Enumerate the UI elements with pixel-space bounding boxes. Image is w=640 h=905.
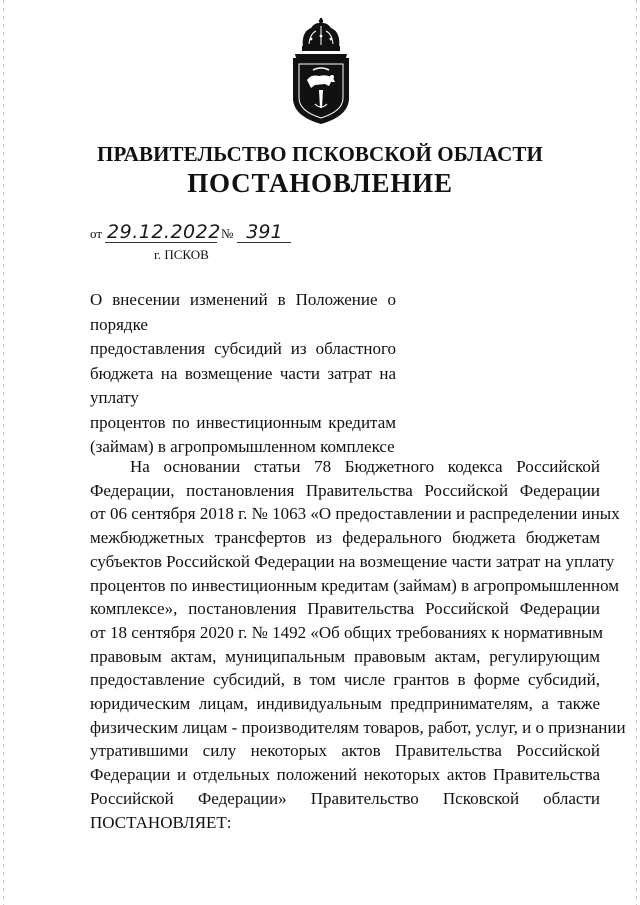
document-subject xyxy=(90,288,396,460)
subject-line: О внесении изменений в Положение о порядке xyxy=(90,290,396,334)
date-value: 29.12.2022 xyxy=(107,221,221,243)
body-line: комплексе», постановления Правительства Российской Федерации xyxy=(90,599,600,619)
scan-edge-left xyxy=(3,0,4,905)
document-type-title: ПОСТАНОВЛЕНИЕ xyxy=(187,168,453,198)
body-line: предоставление субсидий, в том числе грантов в форме субсидий, xyxy=(90,670,600,690)
body-line: Российской Федерации» Правительство Псковской области xyxy=(90,788,600,808)
subject-line: бюджета на возмещение части затрат на уплату xyxy=(90,363,396,407)
number-value: 391 xyxy=(237,222,291,243)
body-line: юридическим лицам, индивидуальным предпринимателям, а также xyxy=(90,694,600,714)
scan-edge-right xyxy=(636,0,637,905)
body-line: правовым актам, муниципальным правовым актам, регулирующим xyxy=(90,646,600,666)
document-body xyxy=(90,455,626,834)
number-label: № xyxy=(221,226,234,241)
subject-line: предоставления субсидий из областного xyxy=(90,339,396,358)
body-line: процентов по инвестиционным кредитам (займам) в агропромышленном xyxy=(90,575,620,595)
body-line: Федерации и отдельных положений некоторых актов Правительства xyxy=(90,765,600,785)
body-line: субъектов Российской Федерации на возмещение части затрат на уплату xyxy=(90,551,615,571)
government-title: ПРАВИТЕЛЬСТВО ПСКОВСКОЙ ОБЛАСТИ xyxy=(97,142,543,166)
body-line: межбюджетных трансфертов из федерального бюджета бюджетам xyxy=(90,528,600,548)
body-line: На основании статьи 78 Бюджетного кодекса Российской xyxy=(130,457,600,476)
date-label: от xyxy=(90,226,103,241)
body-line: утратившими силу некоторых актов Правительства Российской xyxy=(90,741,600,761)
body-line: физическим лицам - производителям товаров, работ, услуг, и о признании xyxy=(90,717,626,737)
subject-line: процентов по инвестиционным кредитам xyxy=(90,412,396,432)
subject-line: (займам) в агропромышленном комплексе xyxy=(90,437,395,456)
body-line: ПОСТАНОВЛЯЕТ: xyxy=(90,812,232,832)
body-line: от 06 сентября 2018 г. № 1063 «О предоставлении и распределении иных xyxy=(90,504,620,524)
city-label: г. ПСКОВ xyxy=(154,247,209,262)
body-line: Федерации, постановления Правительства Российской Федерации xyxy=(90,480,600,500)
body-line: от 18 сентября 2020 г. № 1492 «Об общих требованиях к нормативным xyxy=(90,622,604,642)
date-number-line xyxy=(90,222,291,243)
pskov-coat-of-arms-icon xyxy=(289,18,353,126)
